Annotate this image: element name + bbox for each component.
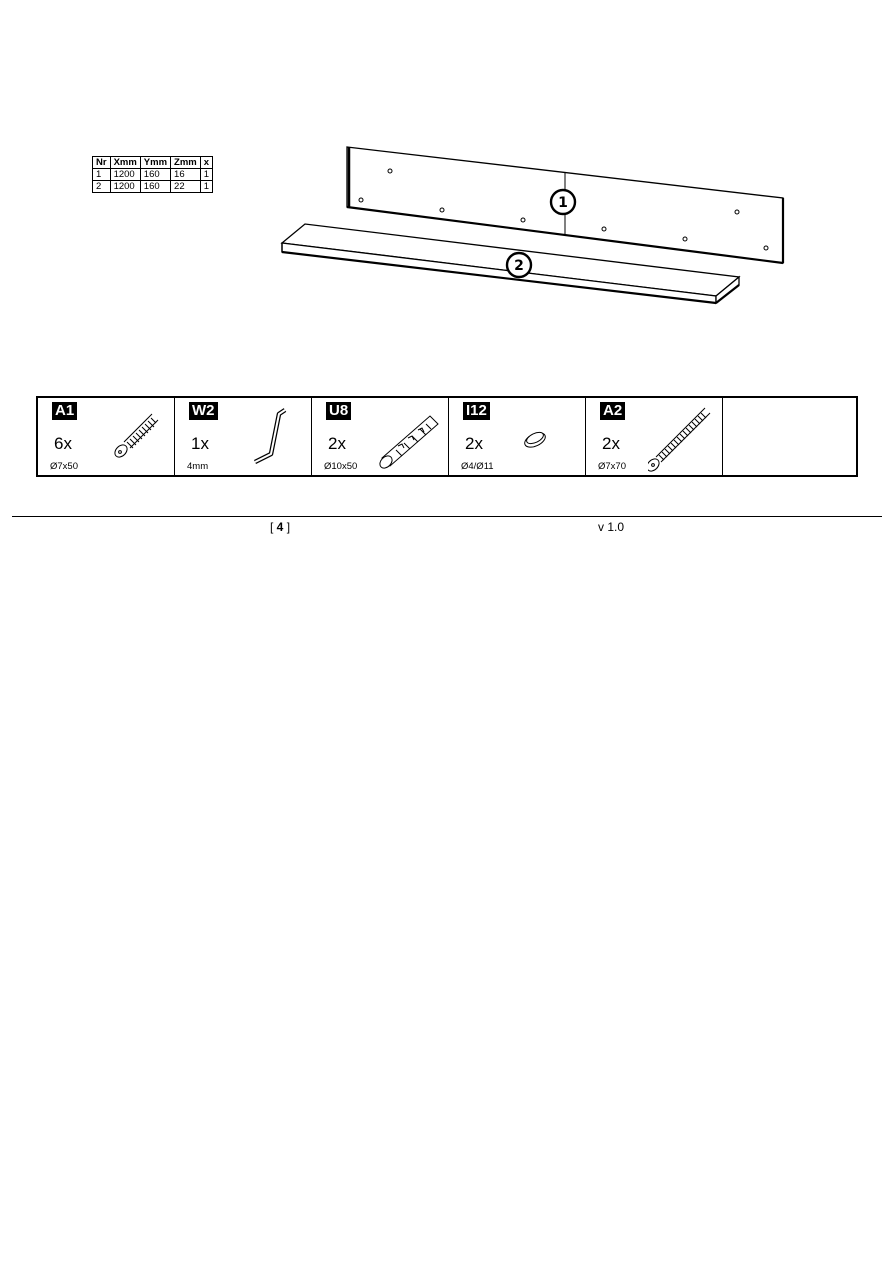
table-cell: 160	[140, 169, 170, 181]
hardware-quantity: 2x	[465, 434, 483, 453]
table-cell: 1	[200, 169, 212, 181]
page-number-value: 4	[276, 520, 284, 534]
hardware-size: Ø7x70	[598, 461, 626, 472]
page-number	[270, 520, 290, 534]
callout-1-label: 1	[558, 195, 568, 211]
parts-table	[92, 156, 213, 193]
page-number-close: ]	[283, 520, 291, 534]
table-cell: 2	[93, 181, 111, 193]
hardware-quantity: 2x	[328, 434, 346, 453]
hardware-size: 4mm	[187, 461, 209, 472]
footer-divider	[12, 516, 882, 517]
hardware-item-i12	[449, 398, 586, 475]
table-cell: 22	[171, 181, 201, 193]
hardware-quantity: 6x	[54, 434, 72, 453]
hardware-size: Ø10x50	[324, 461, 358, 472]
hardware-quantity: 2x	[602, 434, 620, 453]
header-nr: Nr	[93, 157, 111, 169]
header-xmm: Xmm	[110, 157, 140, 169]
cover-cap-icon	[511, 402, 581, 472]
hardware-code: A1	[52, 402, 77, 420]
header-x: x	[200, 157, 212, 169]
hardware-item-w2	[175, 398, 312, 475]
panels-drawing	[270, 135, 800, 310]
table-cell: 1200	[110, 169, 140, 181]
hardware-code: A2	[600, 402, 625, 420]
table-cell: 16	[171, 169, 201, 181]
allen-key-icon	[237, 402, 307, 472]
hardware-item-u8	[312, 398, 449, 475]
table-row	[93, 181, 213, 193]
table-cell: 160	[140, 181, 170, 193]
wall-plug-icon	[374, 402, 444, 472]
callout-2	[507, 253, 531, 277]
hardware-item-a2	[586, 398, 723, 475]
callout-2-label: 2	[514, 258, 524, 274]
header-zmm: Zmm	[171, 157, 201, 169]
table-row	[93, 169, 213, 181]
hardware-item-a1	[38, 398, 175, 475]
long-screw-icon	[648, 402, 718, 472]
hardware-size: Ø7x50	[50, 461, 78, 472]
header-ymm: Ymm	[140, 157, 170, 169]
hardware-strip	[36, 396, 858, 477]
hardware-size: Ø4/Ø11	[461, 461, 494, 472]
table-cell: 1	[200, 181, 212, 193]
hardware-empty-cell	[723, 398, 856, 475]
page-number-open: [	[270, 520, 277, 534]
callout-1	[551, 190, 575, 214]
table-cell: 1	[93, 169, 111, 181]
hardware-code: U8	[326, 402, 351, 420]
table-cell: 1200	[110, 181, 140, 193]
parts-table-header	[93, 157, 213, 169]
hardware-code: I12	[463, 402, 490, 420]
hardware-quantity: 1x	[191, 434, 209, 453]
screw-icon	[100, 402, 170, 472]
hardware-code: W2	[189, 402, 218, 420]
version-label: v 1.0	[598, 520, 625, 534]
